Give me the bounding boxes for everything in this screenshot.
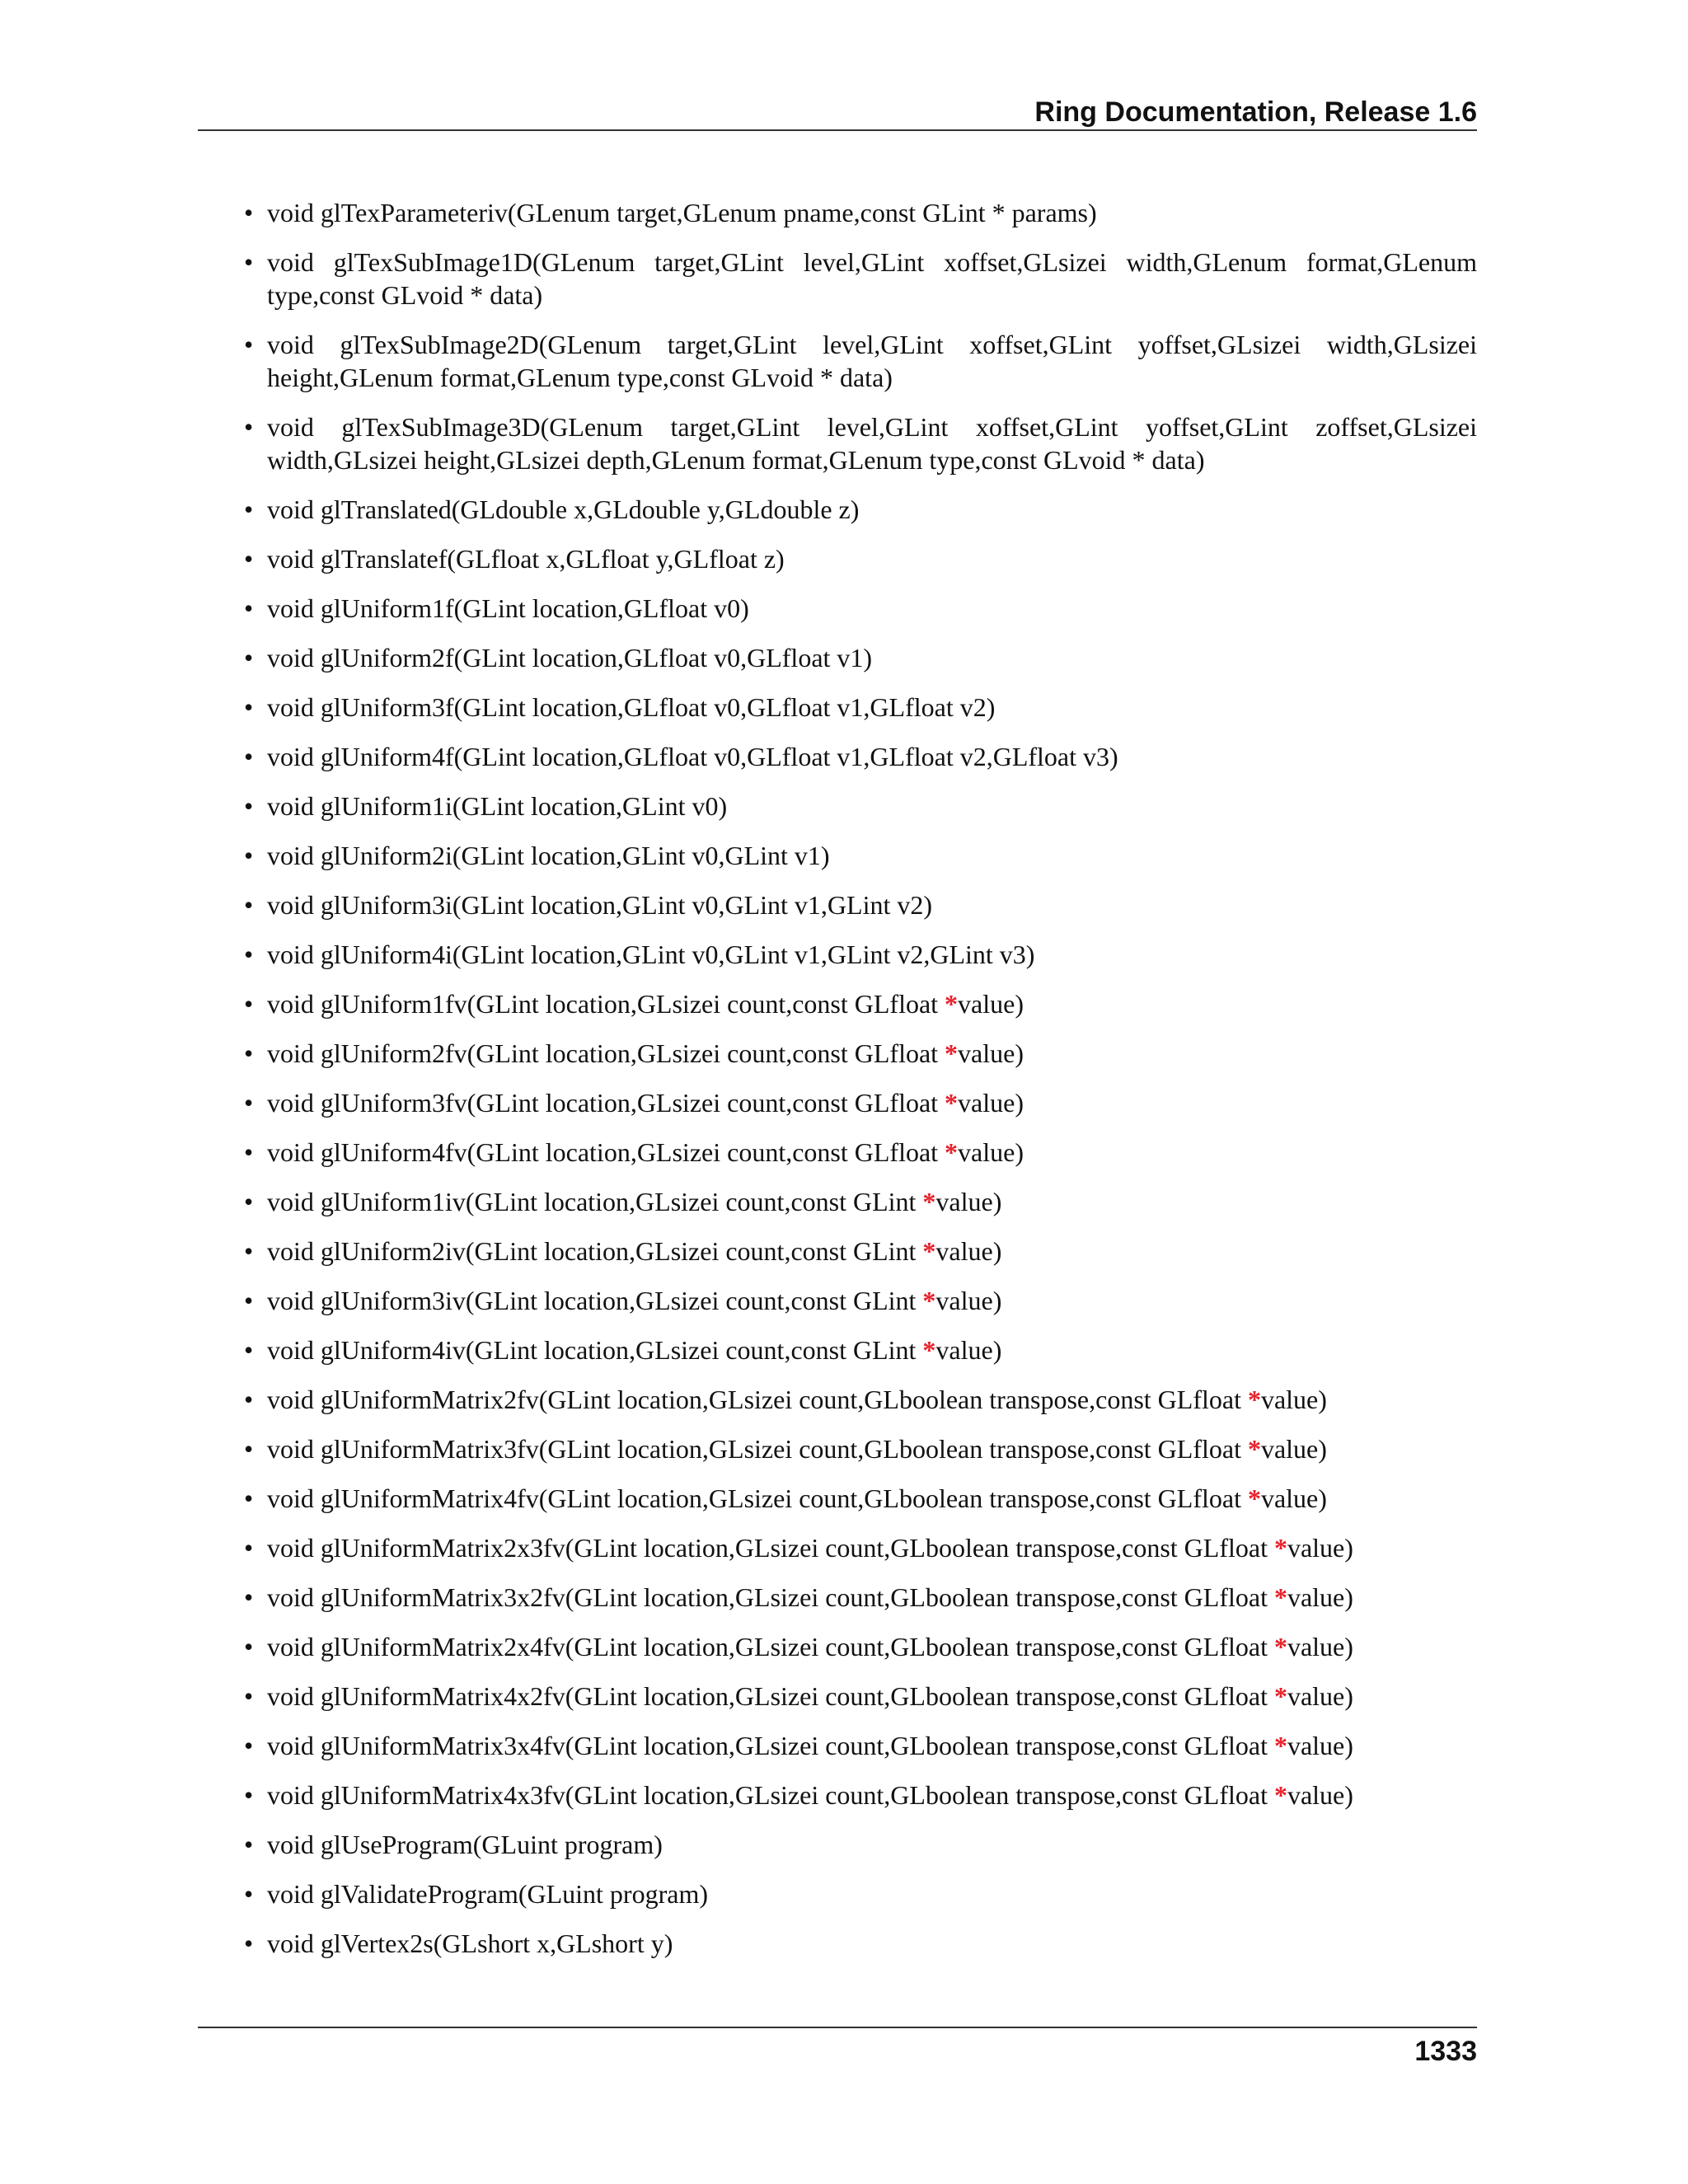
function-signature-tail: value)	[935, 1187, 1002, 1216]
list-item	[244, 1086, 1477, 1119]
bullet-icon: •	[244, 593, 254, 623]
header-divider	[198, 129, 1477, 131]
list-item	[244, 740, 1477, 773]
function-signature: void glUniformMatrix2x4fv(GLint location,GLsizei count,GLboolean transpose,const GLfloat	[267, 1632, 1274, 1661]
bullet-icon: •	[244, 742, 254, 771]
pointer-asterisk: *	[922, 1335, 936, 1365]
list-item	[244, 1729, 1477, 1762]
pointer-asterisk: *	[1273, 1681, 1287, 1711]
list-item	[244, 196, 1477, 229]
function-signature: void glUniform2iv(GLint location,GLsizei count,const GLint	[267, 1236, 923, 1266]
function-signature: void glUniform1iv(GLint location,GLsizei count,const GLint	[267, 1187, 923, 1216]
bullet-icon: •	[244, 1236, 254, 1266]
bullet-icon: •	[244, 989, 254, 1019]
function-signature-tail: value)	[958, 1088, 1024, 1118]
list-item	[244, 888, 1477, 921]
bullet-icon: •	[244, 692, 254, 722]
function-signature: void glUniformMatrix2fv(GLint location,GLsizei count,GLboolean transpose,const GLfloat	[267, 1385, 1248, 1414]
list-item	[244, 1482, 1477, 1515]
bullet-icon: •	[244, 330, 254, 359]
list-item	[244, 493, 1477, 526]
function-signature: void glTexSubImage1D(GLenum target,GLint level,GLint xoffset,GLsizei width,GLenum format,GLenum type,const GLvoid * data)	[267, 247, 1477, 310]
pointer-asterisk: *	[945, 1088, 959, 1118]
function-signature: void glUniformMatrix2x3fv(GLint location,GLsizei count,GLboolean transpose,const GLfloat	[267, 1533, 1274, 1563]
function-signature-tail: value)	[935, 1236, 1002, 1266]
function-signature: void glUniform1i(GLint location,GLint v0)	[267, 791, 728, 821]
function-signature-tail: value)	[1287, 1731, 1353, 1760]
function-signature: void glUniform3f(GLint location,GLfloat v0,GLfloat v1,GLfloat v2)	[267, 692, 996, 722]
function-signature: void glUniform1f(GLint location,GLfloat v0)	[267, 593, 749, 623]
function-signature-tail: value)	[1287, 1533, 1353, 1563]
function-signature: void glTranslated(GLdouble x,GLdouble y,GLdouble z)	[267, 494, 860, 524]
pointer-asterisk: *	[945, 1038, 959, 1068]
function-signature: void glTexSubImage2D(GLenum target,GLint level,GLint xoffset,GLint yoffset,GLsizei width,GLsizei height,GLenum format,GLenum type,const GLvoid * data)	[267, 330, 1477, 392]
bullet-icon: •	[244, 247, 254, 277]
function-signature: void glUniformMatrix3x4fv(GLint location,GLsizei count,GLboolean transpose,const GLfloat	[267, 1731, 1274, 1760]
list-item	[244, 1235, 1477, 1268]
function-signature: void glUniform4iv(GLint location,GLsizei count,const GLint	[267, 1335, 923, 1365]
pointer-asterisk: *	[922, 1236, 936, 1266]
bullet-icon: •	[244, 1137, 254, 1167]
list-item	[244, 1037, 1477, 1070]
bullet-icon: •	[244, 1632, 254, 1661]
function-signature: void glTexParameteriv(GLenum target,GLenum pname,const GLint * params)	[267, 198, 1097, 227]
list-item	[244, 1284, 1477, 1317]
function-signature-tail: value)	[935, 1286, 1002, 1315]
list-item	[244, 1581, 1477, 1614]
bullet-icon: •	[244, 643, 254, 673]
pointer-asterisk: *	[922, 1286, 936, 1315]
function-signature-tail: value)	[1260, 1434, 1327, 1464]
function-signature-tail: value)	[958, 1038, 1024, 1068]
list-item	[244, 328, 1477, 394]
list-item	[244, 1185, 1477, 1218]
function-signature: void glUniform3fv(GLint location,GLsizei count,const GLfloat	[267, 1088, 945, 1118]
list-item	[244, 1877, 1477, 1910]
bullet-icon: •	[244, 1681, 254, 1711]
list-item	[244, 1333, 1477, 1366]
bullet-icon: •	[244, 412, 254, 442]
pointer-asterisk: *	[1247, 1385, 1261, 1414]
page-number: 1333	[1414, 2036, 1477, 2067]
pointer-asterisk: *	[1273, 1632, 1287, 1661]
pointer-asterisk: *	[922, 1187, 936, 1216]
function-signature: void glVertex2s(GLshort x,GLshort y)	[267, 1929, 673, 1958]
list-item	[244, 1432, 1477, 1465]
function-signature-tail: value)	[1287, 1681, 1353, 1711]
bullet-icon: •	[244, 841, 254, 870]
function-signature: void glUniform3iv(GLint location,GLsizei count,const GLint	[267, 1286, 923, 1315]
function-signature: void glUniform1fv(GLint location,GLsizei count,const GLfloat	[267, 989, 945, 1019]
function-signature: void glUniform4f(GLint location,GLfloat v0,GLfloat v1,GLfloat v2,GLfloat v3)	[267, 742, 1118, 771]
list-item	[244, 1927, 1477, 1960]
page-header-title: Ring Documentation, Release 1.6	[1034, 96, 1477, 128]
bullet-icon: •	[244, 1929, 254, 1958]
pointer-asterisk: *	[1247, 1483, 1261, 1513]
pointer-asterisk: *	[1273, 1533, 1287, 1563]
list-item	[244, 691, 1477, 724]
function-signature: void glUniformMatrix4fv(GLint location,GLsizei count,GLboolean transpose,const GLfloat	[267, 1483, 1248, 1513]
function-signature: void glUniform3i(GLint location,GLint v0,GLint v1,GLint v2)	[267, 890, 933, 920]
bullet-icon: •	[244, 1187, 254, 1216]
list-item	[244, 1630, 1477, 1663]
bullet-icon: •	[244, 890, 254, 920]
function-signature: void glTranslatef(GLfloat x,GLfloat y,GLfloat z)	[267, 544, 785, 574]
function-signature: void glUniformMatrix4x2fv(GLint location,GLsizei count,GLboolean transpose,const GLfloat	[267, 1681, 1274, 1711]
list-item	[244, 839, 1477, 872]
pointer-asterisk: *	[945, 989, 959, 1019]
bullet-icon: •	[244, 1582, 254, 1612]
list-item	[244, 938, 1477, 971]
pointer-asterisk: *	[1247, 1434, 1261, 1464]
pointer-asterisk: *	[945, 1137, 959, 1167]
footer-divider	[198, 2027, 1477, 2028]
function-signature-tail: value)	[1260, 1385, 1327, 1414]
bullet-icon: •	[244, 1088, 254, 1118]
function-signature: void glUniformMatrix3fv(GLint location,GLsizei count,GLboolean transpose,const GLfloat	[267, 1434, 1248, 1464]
list-item	[244, 1779, 1477, 1811]
bullet-icon: •	[244, 1385, 254, 1414]
list-item	[244, 410, 1477, 476]
pointer-asterisk: *	[1273, 1731, 1287, 1760]
function-signature-tail: value)	[935, 1335, 1002, 1365]
function-signature: void glUseProgram(GLuint program)	[267, 1830, 663, 1859]
list-item	[244, 542, 1477, 575]
bullet-icon: •	[244, 1830, 254, 1859]
bullet-icon: •	[244, 1780, 254, 1810]
list-item	[244, 641, 1477, 674]
function-list	[244, 196, 1477, 1976]
bullet-icon: •	[244, 1879, 254, 1909]
bullet-icon: •	[244, 1731, 254, 1760]
function-signature: void glUniformMatrix4x3fv(GLint location,GLsizei count,GLboolean transpose,const GLfloat	[267, 1780, 1274, 1810]
list-item	[244, 1383, 1477, 1416]
function-signature: void glTexSubImage3D(GLenum target,GLint level,GLint xoffset,GLint yoffset,GLint zoffset,GLsizei width,GLsizei height,GLsizei depth,GLenum format,GLenum type,const GLvoid * data)	[267, 412, 1477, 475]
bullet-icon: •	[244, 198, 254, 227]
list-item	[244, 1136, 1477, 1169]
bullet-icon: •	[244, 494, 254, 524]
function-signature-tail: value)	[1287, 1632, 1353, 1661]
function-signature-tail: value)	[1260, 1483, 1327, 1513]
bullet-icon: •	[244, 1434, 254, 1464]
bullet-icon: •	[244, 940, 254, 969]
list-item	[244, 790, 1477, 823]
function-signature: void glUniform2fv(GLint location,GLsizei count,const GLfloat	[267, 1038, 945, 1068]
list-item	[244, 246, 1477, 312]
list-item	[244, 987, 1477, 1020]
bullet-icon: •	[244, 791, 254, 821]
pointer-asterisk: *	[1273, 1582, 1287, 1612]
bullet-icon: •	[244, 1335, 254, 1365]
function-signature: void glUniform4i(GLint location,GLint v0,GLint v1,GLint v2,GLint v3)	[267, 940, 1035, 969]
pointer-asterisk: *	[1273, 1780, 1287, 1810]
function-signature: void glUniform2i(GLint location,GLint v0,GLint v1)	[267, 841, 830, 870]
bullet-icon: •	[244, 1038, 254, 1068]
function-signature-tail: value)	[958, 1137, 1024, 1167]
function-signature: void glUniform4fv(GLint location,GLsizei count,const GLfloat	[267, 1137, 945, 1167]
function-signature-tail: value)	[958, 989, 1024, 1019]
bullet-icon: •	[244, 1533, 254, 1563]
bullet-icon: •	[244, 1286, 254, 1315]
function-signature: void glUniform2f(GLint location,GLfloat v0,GLfloat v1)	[267, 643, 873, 673]
function-signature: void glUniformMatrix3x2fv(GLint location,GLsizei count,GLboolean transpose,const GLfloat	[267, 1582, 1274, 1612]
list-item	[244, 592, 1477, 625]
list-item	[244, 1828, 1477, 1861]
list-item	[244, 1531, 1477, 1564]
function-signature-tail: value)	[1287, 1780, 1353, 1810]
function-signature: void glValidateProgram(GLuint program)	[267, 1879, 708, 1909]
function-signature-tail: value)	[1287, 1582, 1353, 1612]
bullet-icon: •	[244, 1483, 254, 1513]
list-item	[244, 1680, 1477, 1713]
bullet-icon: •	[244, 544, 254, 574]
